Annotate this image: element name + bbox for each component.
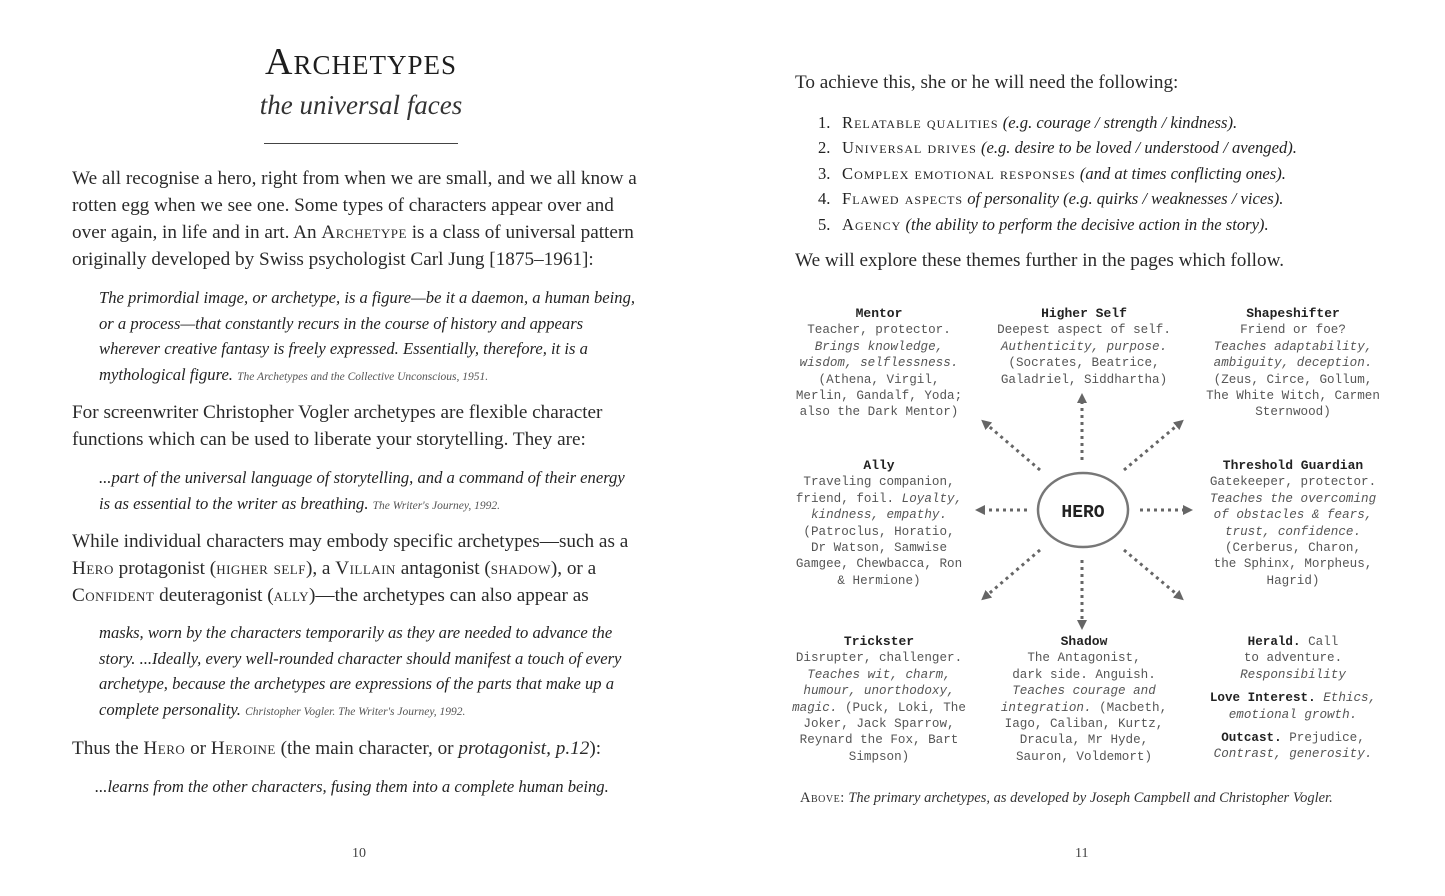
archetype-line: Friend or foe? [1240, 323, 1346, 338]
archetype-line: (Zeus, Circe, Gollum, [1213, 372, 1373, 387]
item-key: Flawed aspects [842, 189, 964, 209]
archetype-line: Merlin, Gandalf, Yoda; [795, 389, 963, 404]
archetype-line: Galadriel, Siddhartha) [1000, 372, 1168, 387]
item-number: 5. [818, 214, 831, 234]
term-higher-self: higher self [216, 558, 306, 579]
caption-label: Above: [800, 790, 845, 806]
archetype-line: Gatekeeper, protector. [1209, 475, 1377, 490]
archetype-line: trust, confidence. [1224, 524, 1362, 539]
hero-paragraph [72, 735, 652, 762]
item-key: Relatable qualities [842, 113, 999, 132]
caption-text: The primary archetypes, as developed by Joseph Campbell and Christopher Vogler. [844, 790, 1333, 806]
archetype-line: The Antagonist, [1027, 651, 1141, 666]
text-span: friend, foil. [795, 491, 902, 506]
archetype-line: emotional growth. [1228, 707, 1358, 722]
archetype-name: Threshold Guardian [1222, 458, 1364, 473]
archetype-line: Teaches wit, charm, [807, 667, 951, 682]
quote-citation: The Writer's Journey, 1992. [372, 499, 501, 512]
term-confident: Confident [72, 585, 155, 606]
archetype-line: Dracula, Mr Hyde, [1019, 733, 1149, 748]
quote-citation: Christopher Vogler. The Writer's Journey, 1992. [245, 705, 466, 718]
term-villain: Villain [335, 558, 396, 579]
archetype-line: Teacher, protector. [807, 323, 951, 338]
item-number: 2. [818, 138, 831, 158]
archetype-line: Teaches the overcoming [1209, 491, 1377, 506]
hero-label: HERO [1061, 503, 1105, 523]
archetype-name: Herald. [1247, 635, 1301, 649]
text-span: ), or a [550, 558, 597, 579]
archetype-line: also the Dark Mentor) [799, 405, 959, 420]
archetype-name: Trickster [843, 634, 915, 649]
page-number: 11 [1075, 846, 1089, 861]
text-span: While individual characters may embody specific archetypes—such as a [72, 531, 629, 552]
quote-text: masks, worn by the characters temporarily as they are needed to advance the story. ...Ideally, every well-rounded character should manifest a touch of every archetype, because the archetypes are expressions of the parts that make up a complete personality. [99, 623, 622, 719]
text-span: ): [589, 738, 602, 759]
item-number: 4. [818, 189, 831, 209]
archetype-line: Brings knowledge, [814, 339, 944, 354]
archetype-line: Deepest aspect of self. [997, 323, 1171, 338]
arrow-down-left [985, 550, 1040, 597]
archetype-line: Iago, Caliban, Kurtz, [1004, 717, 1164, 732]
archetype-name: Ally [863, 458, 895, 473]
archetype-higher-self [984, 306, 1184, 388]
arrow-up-left [985, 423, 1040, 470]
left-page [0, 0, 722, 896]
archetype-line: The White Witch, Carmen [1206, 389, 1380, 404]
archetype-name: Love Interest. [1209, 691, 1316, 706]
archetype-line [784, 700, 974, 716]
protagonist-ref: protagonist, p.12 [458, 738, 590, 759]
page-title: Archetypes [265, 41, 457, 83]
archetype-outcast [1192, 730, 1394, 746]
archetype-threshold-guardian [1192, 458, 1394, 589]
archetype-line: (Athena, Virgil, [818, 372, 940, 387]
archetype-line [984, 700, 1184, 716]
arrow-down-right [1124, 550, 1180, 597]
term-heroine: Heroine [210, 738, 276, 759]
title-divider [264, 143, 458, 144]
item-number: 1. [818, 113, 831, 132]
page-number: 10 [352, 846, 366, 861]
quote-text: ...part of the universal language of storytelling, and a command of their energy is as essential to the writer as breathing. [99, 468, 625, 513]
term-ally: ally [273, 585, 310, 606]
archetype-line: Gamgee, Chewbacca, Ron [795, 557, 963, 572]
archetype-line: (Cerberus, Charon, [1224, 541, 1362, 556]
right-page [722, 0, 1445, 896]
archetype-line: kindness, empathy. [810, 508, 948, 523]
archetype-line: dark side. Anguish. [1012, 667, 1156, 682]
archetype-line: Contrast, generosity. [1213, 747, 1373, 762]
item-key: Agency [842, 214, 902, 234]
text-span: or [185, 738, 211, 759]
archetype-shapeshifter [1192, 306, 1394, 421]
archetype-line: Dr Watson, Samwise [810, 541, 948, 556]
intro-paragraph [72, 165, 652, 273]
archetype-line: Traveling companion, [803, 475, 955, 490]
archetype-line: Teaches adaptability, [1213, 339, 1373, 354]
archetype-name: Shadow [1060, 634, 1108, 649]
archetype-line: Disrupter, challenger. [795, 651, 963, 666]
item-rest: of personality (e.g. quirks / weaknesses / vices). [963, 189, 1284, 209]
text-span: protagonist ( [113, 558, 217, 579]
archetype-name: Mentor [855, 306, 903, 321]
archetype-line: Sauron, Voldemort) [1015, 749, 1153, 764]
archetype-line: Simpson) [848, 749, 910, 764]
text-span: integration. [1000, 700, 1092, 715]
item-rest: (e.g. desire to be loved / understood / avenged). [976, 138, 1297, 158]
archetype-line: the Sphinx, Morpheus, [1213, 557, 1373, 572]
archetype-ally [784, 458, 974, 589]
text-span: deuteragonist ( [154, 585, 274, 606]
text-span: Ethics, [1315, 691, 1377, 706]
quote-text: The primordial image, or archetype, is a figure—be it a daemon, a human being, or a process—that constantly recurs in the course of history and appears wherever creative fantasy is freely expressed. Essentially, therefore, it is a mythological figure. [99, 288, 636, 384]
explore-text: We will explore these themes further in the pages which follow. [795, 250, 1285, 271]
archetype-line: (Socrates, Beatrice, [1008, 356, 1160, 371]
archetype-line: Responsibility [1240, 667, 1346, 682]
archetype-name: Outcast. [1221, 731, 1282, 746]
text-span: magic. [792, 700, 838, 715]
jung-quote [99, 285, 639, 390]
page-subtitle: the universal faces [259, 90, 463, 120]
archetype-line: ambiguity, deception. [1213, 356, 1373, 371]
text-span: Call [1300, 635, 1339, 649]
archetype-love-interest [1192, 690, 1394, 706]
archetype-line: humour, unorthodoxy, [803, 684, 955, 699]
vogler-quote [99, 465, 639, 519]
archetype-line: Reynard the Fox, Bart [799, 733, 959, 748]
requirements-intro: To achieve this, she or he will need the following: [795, 72, 1179, 93]
archetype-trickster [784, 634, 974, 765]
archetype-line: wisdom, selflessness. [799, 356, 959, 371]
archetype-line: Teaches courage and [1012, 684, 1156, 699]
quote-citation: The Archetypes and the Collective Unconscious, 1951. [237, 370, 489, 383]
item-key: Universal drives [842, 138, 977, 158]
text-span: is a class of universal pattern originally developed by Swiss psychologist Carl Jung [1875–1961]: [72, 222, 634, 270]
item-key: Complex emotional responses [842, 163, 1076, 183]
vogler-paragraph: For screenwriter Christopher Vogler archetypes are flexible character functions which can be used to liberate your storytelling. They are: [72, 402, 603, 450]
archetype-name: Shapeshifter [1246, 306, 1340, 321]
archetype-line: Sternwood) [1255, 405, 1331, 420]
archetype-line: of obstacles & fears, [1213, 508, 1373, 523]
text-span: Thus the [72, 738, 144, 759]
item-rest: (the ability to perform the decisive action in the story). [901, 214, 1269, 234]
term-archetype: Archetype [321, 222, 407, 243]
masks-quote [99, 620, 639, 725]
diagram-caption [800, 790, 1400, 807]
text-span: (the main character, or [275, 738, 459, 759]
text-span: Loyalty, [901, 491, 963, 506]
term-hero: Hero [143, 738, 186, 759]
archetype-shadow [984, 634, 1184, 765]
text-span: )—the archetypes can also appear as [309, 585, 589, 606]
item-rest: (e.g. courage / strength / kindness). [998, 113, 1238, 132]
archetype-line: Authenticity, purpose. [1000, 339, 1168, 354]
text-span: antagonist ( [395, 558, 491, 579]
text-span: (Puck, Loki, The [837, 700, 966, 715]
archetype-line: Joker, Jack Sparrow, [803, 717, 955, 732]
archetype-line [784, 491, 974, 507]
archetype-herald [1192, 634, 1394, 650]
term-shadow: shadow [490, 558, 551, 579]
archetype-line: (Patroclus, Horatio, [803, 524, 955, 539]
item-rest: (and at times conflicting ones). [1075, 163, 1286, 183]
archetype-name: Higher Self [1041, 306, 1127, 321]
archetypes-paragraph [72, 528, 652, 609]
term-hero: Hero [72, 558, 114, 579]
learns-quote: ...learns from the other characters, fusing them into a complete human being. [95, 777, 609, 796]
archetype-mentor [784, 306, 974, 421]
item-number: 3. [818, 163, 831, 183]
arrow-up-right [1124, 423, 1180, 470]
archetype-herald-group [1192, 634, 1394, 763]
archetype-line: to adventure. [1243, 651, 1343, 666]
text-span: (Macbeth, [1091, 700, 1168, 715]
text-span: We all recognise a hero, right from when we are small, and we all know a rotten egg when we see one. Some types of characters appear over and over again, in life and in art. An [72, 168, 637, 243]
archetype-line: & Hermione) [837, 573, 921, 588]
archetype-line: Hagrid) [1266, 573, 1320, 588]
text-span: Prejudice, [1281, 731, 1365, 746]
text-span: ), a [305, 558, 336, 579]
